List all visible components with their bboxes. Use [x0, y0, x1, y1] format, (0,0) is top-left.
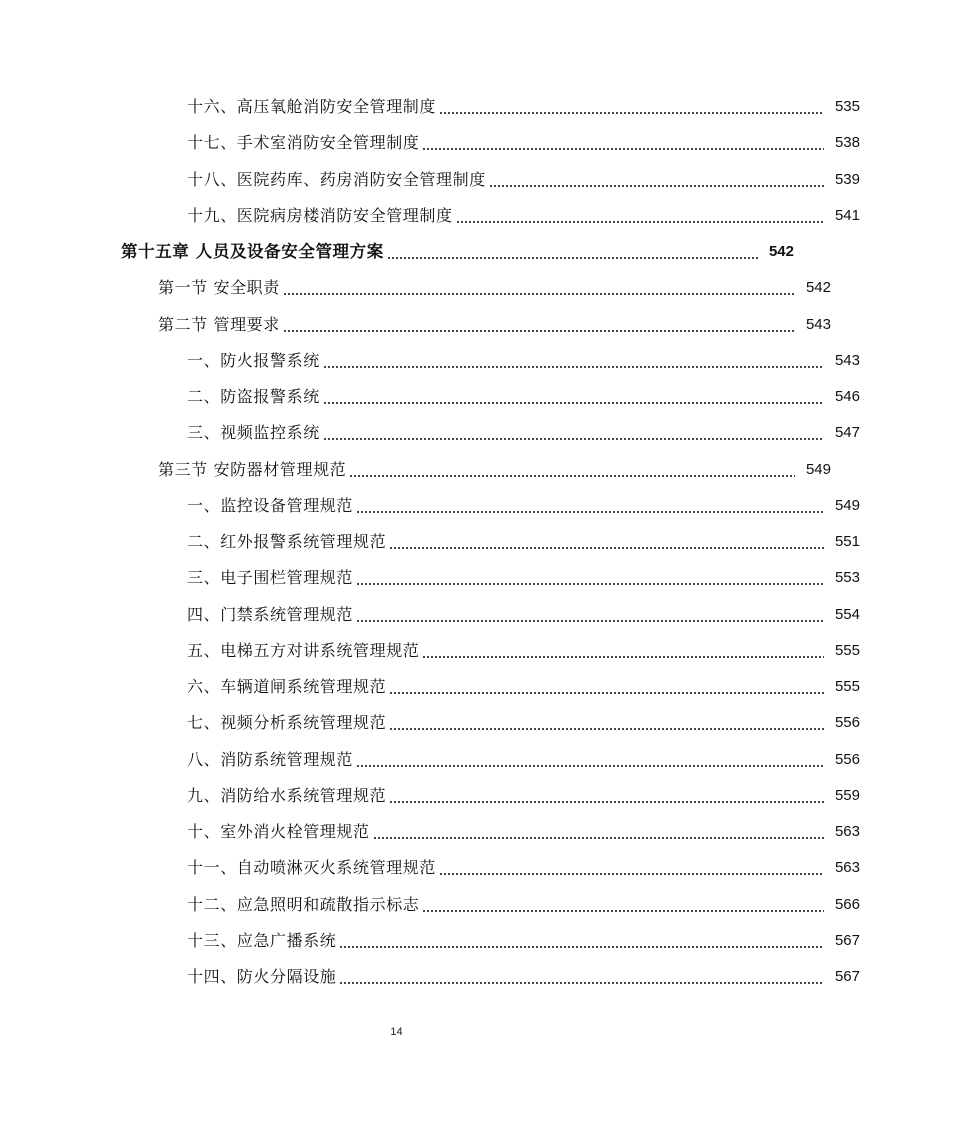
dot-leader — [387, 242, 758, 260]
toc-entry[interactable] — [0, 670, 980, 698]
toc-entry[interactable] — [0, 960, 980, 988]
toc-entry-title: 十一、自动喷淋灭火系统管理规范 — [187, 858, 437, 878]
page-number: 14 — [390, 1026, 403, 1038]
dot-leader — [349, 460, 795, 478]
toc-entry-page: 553 — [834, 569, 860, 587]
toc-entry-title: 三、电子围栏管理规范 — [187, 568, 354, 588]
toc-entry-page: 563 — [834, 823, 860, 840]
toc-entry-title: 第二节 管理要求 — [158, 314, 280, 334]
toc-entry-title: 十三、应急广播系统 — [187, 930, 337, 950]
dot-leader — [283, 278, 795, 296]
toc-entry-title: 十六、高压氧舱消防安全管理制度 — [187, 97, 437, 116]
toc-entry[interactable] — [0, 271, 951, 299]
toc-entry[interactable] — [0, 453, 951, 481]
dot-leader — [389, 677, 824, 695]
toc-entry[interactable] — [0, 380, 980, 408]
toc-entry-page: 559 — [834, 786, 860, 804]
dot-leader — [422, 641, 824, 659]
toc-entry[interactable] — [0, 634, 980, 662]
dot-leader — [422, 133, 824, 151]
dot-leader — [389, 713, 824, 731]
toc-entry-title: 九、消防给水系统管理规范 — [187, 785, 387, 805]
toc-entry-page: 543 — [834, 351, 860, 369]
toc-entry-page: 555 — [834, 641, 860, 659]
toc-entry[interactable] — [0, 851, 980, 879]
toc-entry-page: 547 — [834, 424, 860, 442]
toc-entry[interactable] — [0, 344, 980, 372]
toc-entry[interactable] — [0, 561, 980, 589]
toc-entry-title: 二、防盗报警系统 — [187, 387, 320, 406]
toc-entry-title: 六、车辆道闸系统管理规范 — [187, 677, 387, 696]
toc-entry-title: 十八、医院药库、药房消防安全管理制度 — [187, 169, 486, 189]
toc-entry-title: 十二、应急照明和疏散指示标志 — [187, 894, 420, 914]
toc-entry[interactable] — [0, 743, 980, 771]
dot-leader — [439, 858, 824, 876]
toc-entry[interactable] — [0, 489, 980, 517]
toc-entry-title: 十七、手术室消防安全管理制度 — [187, 133, 420, 153]
toc-entry[interactable] — [0, 706, 980, 734]
toc-entry-title: 十四、防火分隔设施 — [187, 967, 337, 986]
toc-entry-title: 一、监控设备管理规范 — [187, 495, 354, 515]
toc-entry-page: 554 — [834, 605, 860, 623]
toc-entry[interactable] — [0, 598, 980, 626]
toc-entry-page: 567 — [834, 931, 860, 949]
dot-leader — [389, 532, 824, 550]
toc-entry-page: 551 — [834, 533, 860, 550]
toc-entry[interactable] — [0, 235, 914, 263]
dot-leader — [356, 496, 824, 514]
toc-entry-page: 542 — [805, 279, 831, 297]
toc-entry[interactable] — [0, 126, 980, 154]
toc-entry[interactable] — [0, 416, 980, 444]
toc-entry-title: 第十五章 人员及设备安全管理方案 — [121, 242, 384, 261]
dot-leader — [339, 931, 824, 949]
toc-entry-title: 一、防火报警系统 — [187, 350, 320, 370]
toc-entry-title: 五、电梯五方对讲系统管理规范 — [187, 640, 420, 660]
toc-entry[interactable] — [0, 163, 980, 191]
dot-leader — [356, 750, 824, 768]
toc-entry-title: 十九、医院病房楼消防安全管理制度 — [187, 205, 453, 225]
toc-entry-page: 543 — [805, 315, 831, 333]
toc-entry[interactable] — [0, 888, 980, 916]
toc-entry-page: 549 — [805, 460, 831, 478]
toc-entry-page: 538 — [834, 134, 860, 152]
toc-entry-title: 三、视频监控系统 — [187, 423, 320, 443]
toc-entry-title: 第三节 安防器材管理规范 — [158, 459, 347, 479]
dot-leader — [283, 315, 795, 333]
dot-leader — [373, 822, 824, 840]
toc-entry-page: 555 — [834, 678, 860, 695]
toc-entry-page: 535 — [834, 98, 860, 115]
toc-entry-page: 556 — [834, 714, 860, 732]
toc-entry[interactable] — [0, 308, 951, 336]
toc-entry-page: 567 — [834, 968, 860, 985]
toc-entry[interactable] — [0, 815, 980, 843]
toc-entry-title: 四、门禁系统管理规范 — [187, 604, 354, 624]
dot-leader — [389, 786, 824, 804]
toc-entry-title: 八、消防系统管理规范 — [187, 749, 354, 769]
dot-leader — [439, 97, 824, 115]
toc-entry[interactable] — [0, 924, 980, 952]
dot-leader — [356, 605, 824, 623]
toc-entry[interactable] — [0, 525, 980, 553]
dot-leader — [489, 170, 824, 188]
dot-leader — [339, 967, 824, 985]
toc-entry[interactable] — [0, 779, 980, 807]
toc-entry-page: 566 — [834, 895, 860, 913]
dot-leader — [422, 895, 824, 913]
dot-leader — [323, 387, 824, 405]
dot-leader — [456, 206, 824, 224]
toc-entry-page: 549 — [834, 496, 860, 514]
toc-entry-page: 541 — [834, 206, 860, 224]
toc-entry-title: 七、视频分析系统管理规范 — [187, 713, 387, 733]
toc-entry-page: 546 — [834, 388, 860, 405]
toc-entry-page: 539 — [834, 170, 860, 188]
dot-leader — [356, 568, 824, 586]
toc-entry[interactable] — [0, 90, 980, 118]
toc-entry-title: 二、红外报警系统管理规范 — [187, 532, 387, 551]
dot-leader — [323, 423, 824, 441]
toc-entry-title: 十、室外消火栓管理规范 — [187, 822, 370, 841]
toc-entry-page: 556 — [834, 750, 860, 768]
toc-entry-page: 563 — [834, 859, 860, 877]
toc-entry[interactable] — [0, 199, 980, 227]
toc-entry-title: 第一节 安全职责 — [158, 278, 280, 298]
dot-leader — [323, 351, 824, 369]
toc-entry-page: 542 — [768, 243, 794, 260]
